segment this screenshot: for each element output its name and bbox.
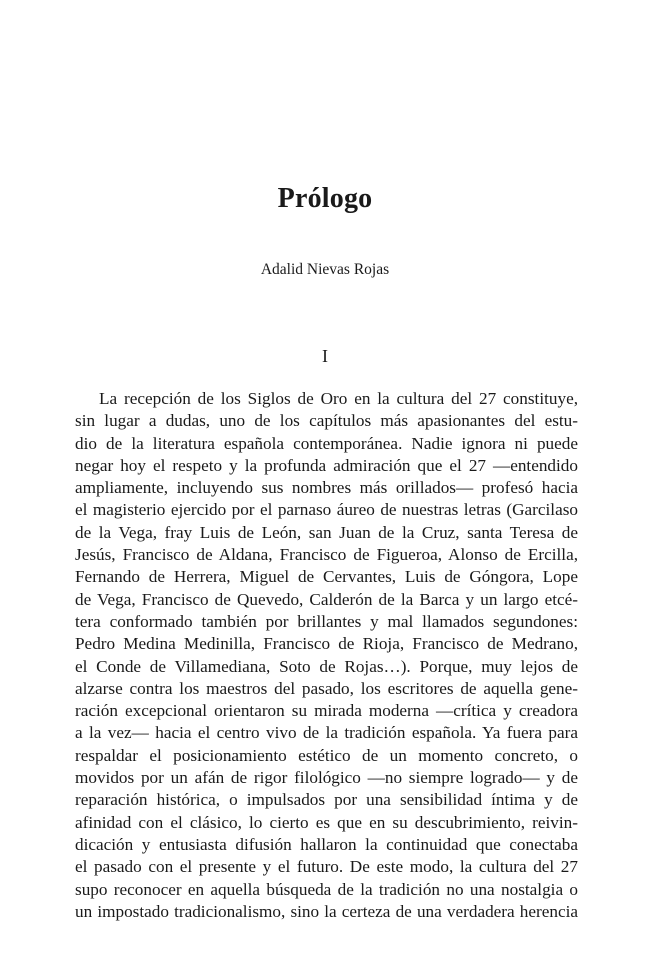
body-line: de la Vega, fray Luis de León, san Juan de la Cruz, santa Teresa de — [75, 522, 578, 542]
body-line: de Vega, Francisco de Quevedo, Calderón de la Barca y un largo etcé- — [75, 589, 578, 609]
body-line: respaldar el posicionamiento estético de un momento concreto, o — [75, 745, 578, 765]
body-line: reparación histórica, o impulsados por una sensibilidad íntima y de — [75, 790, 578, 810]
body-line: un impostado tradicionalismo, sino la certeza de una verdadera herencia — [75, 901, 578, 921]
body-line: sin lugar a dudas, uno de los capítulos más apasionantes del estu- — [75, 411, 578, 431]
body-line: ampliamente, incluyendo sus nombres más orillados— profesó hacia — [75, 478, 578, 498]
body-line: Jesús, Francisco de Aldana, Francisco de Figueroa, Alonso de Ercilla, — [75, 545, 578, 565]
body-line: negar hoy el respeto y la profunda admiración que el 27 —entendido — [75, 455, 578, 475]
body-line: el magisterio ejercido por el parnaso áureo de nuestras letras (Garcilaso — [75, 500, 578, 520]
body-line: supo reconocer en aquella búsqueda de la tradición no una nostalgia o — [75, 879, 578, 899]
body-line: dicación y entusiasta difusión hallaron la continuidad que conectaba — [75, 834, 578, 854]
body-line: ración excepcional orientaron su mirada moderna —crítica y creadora — [75, 701, 578, 721]
body-line: movidos por un afán de rigor filológico —no siempre logrado— y de — [75, 768, 578, 788]
section-number: I — [322, 346, 328, 366]
body-line: dio de la literatura española contemporánea. Nadie ignora ni puede — [75, 433, 578, 453]
body-line: tera conformado también por brillantes y mal llamados segundones: — [75, 611, 578, 631]
body-line: afinidad con el clásico, lo cierto es que en su descubrimiento, reivin- — [75, 812, 578, 832]
body-paragraph — [75, 388, 578, 923]
body-line: La recepción de los Siglos de Oro en la cultura del 27 constituye, — [99, 389, 578, 408]
author-name: Adalid Nievas Rojas — [260, 261, 390, 278]
body-line: el pasado con el presente y el futuro. De este modo, la cultura del 27 — [75, 857, 578, 877]
body-line: a la vez— hacia el centro vivo de la tradición española. Ya fuera para — [75, 723, 578, 743]
body-line: el Conde de Villamediana, Soto de Rojas…). Porque, muy lejos de — [75, 656, 578, 676]
body-line: alzarse contra los maestros del pasado, los escritores de aquella gene- — [75, 678, 578, 698]
body-line: Pedro Medina Medinilla, Francisco de Rioja, Francisco de Medrano, — [75, 634, 578, 654]
chapter-title: Prólogo — [277, 183, 373, 214]
body-line: Fernando de Herrera, Miguel de Cervantes, Luis de Góngora, Lope — [75, 567, 578, 587]
